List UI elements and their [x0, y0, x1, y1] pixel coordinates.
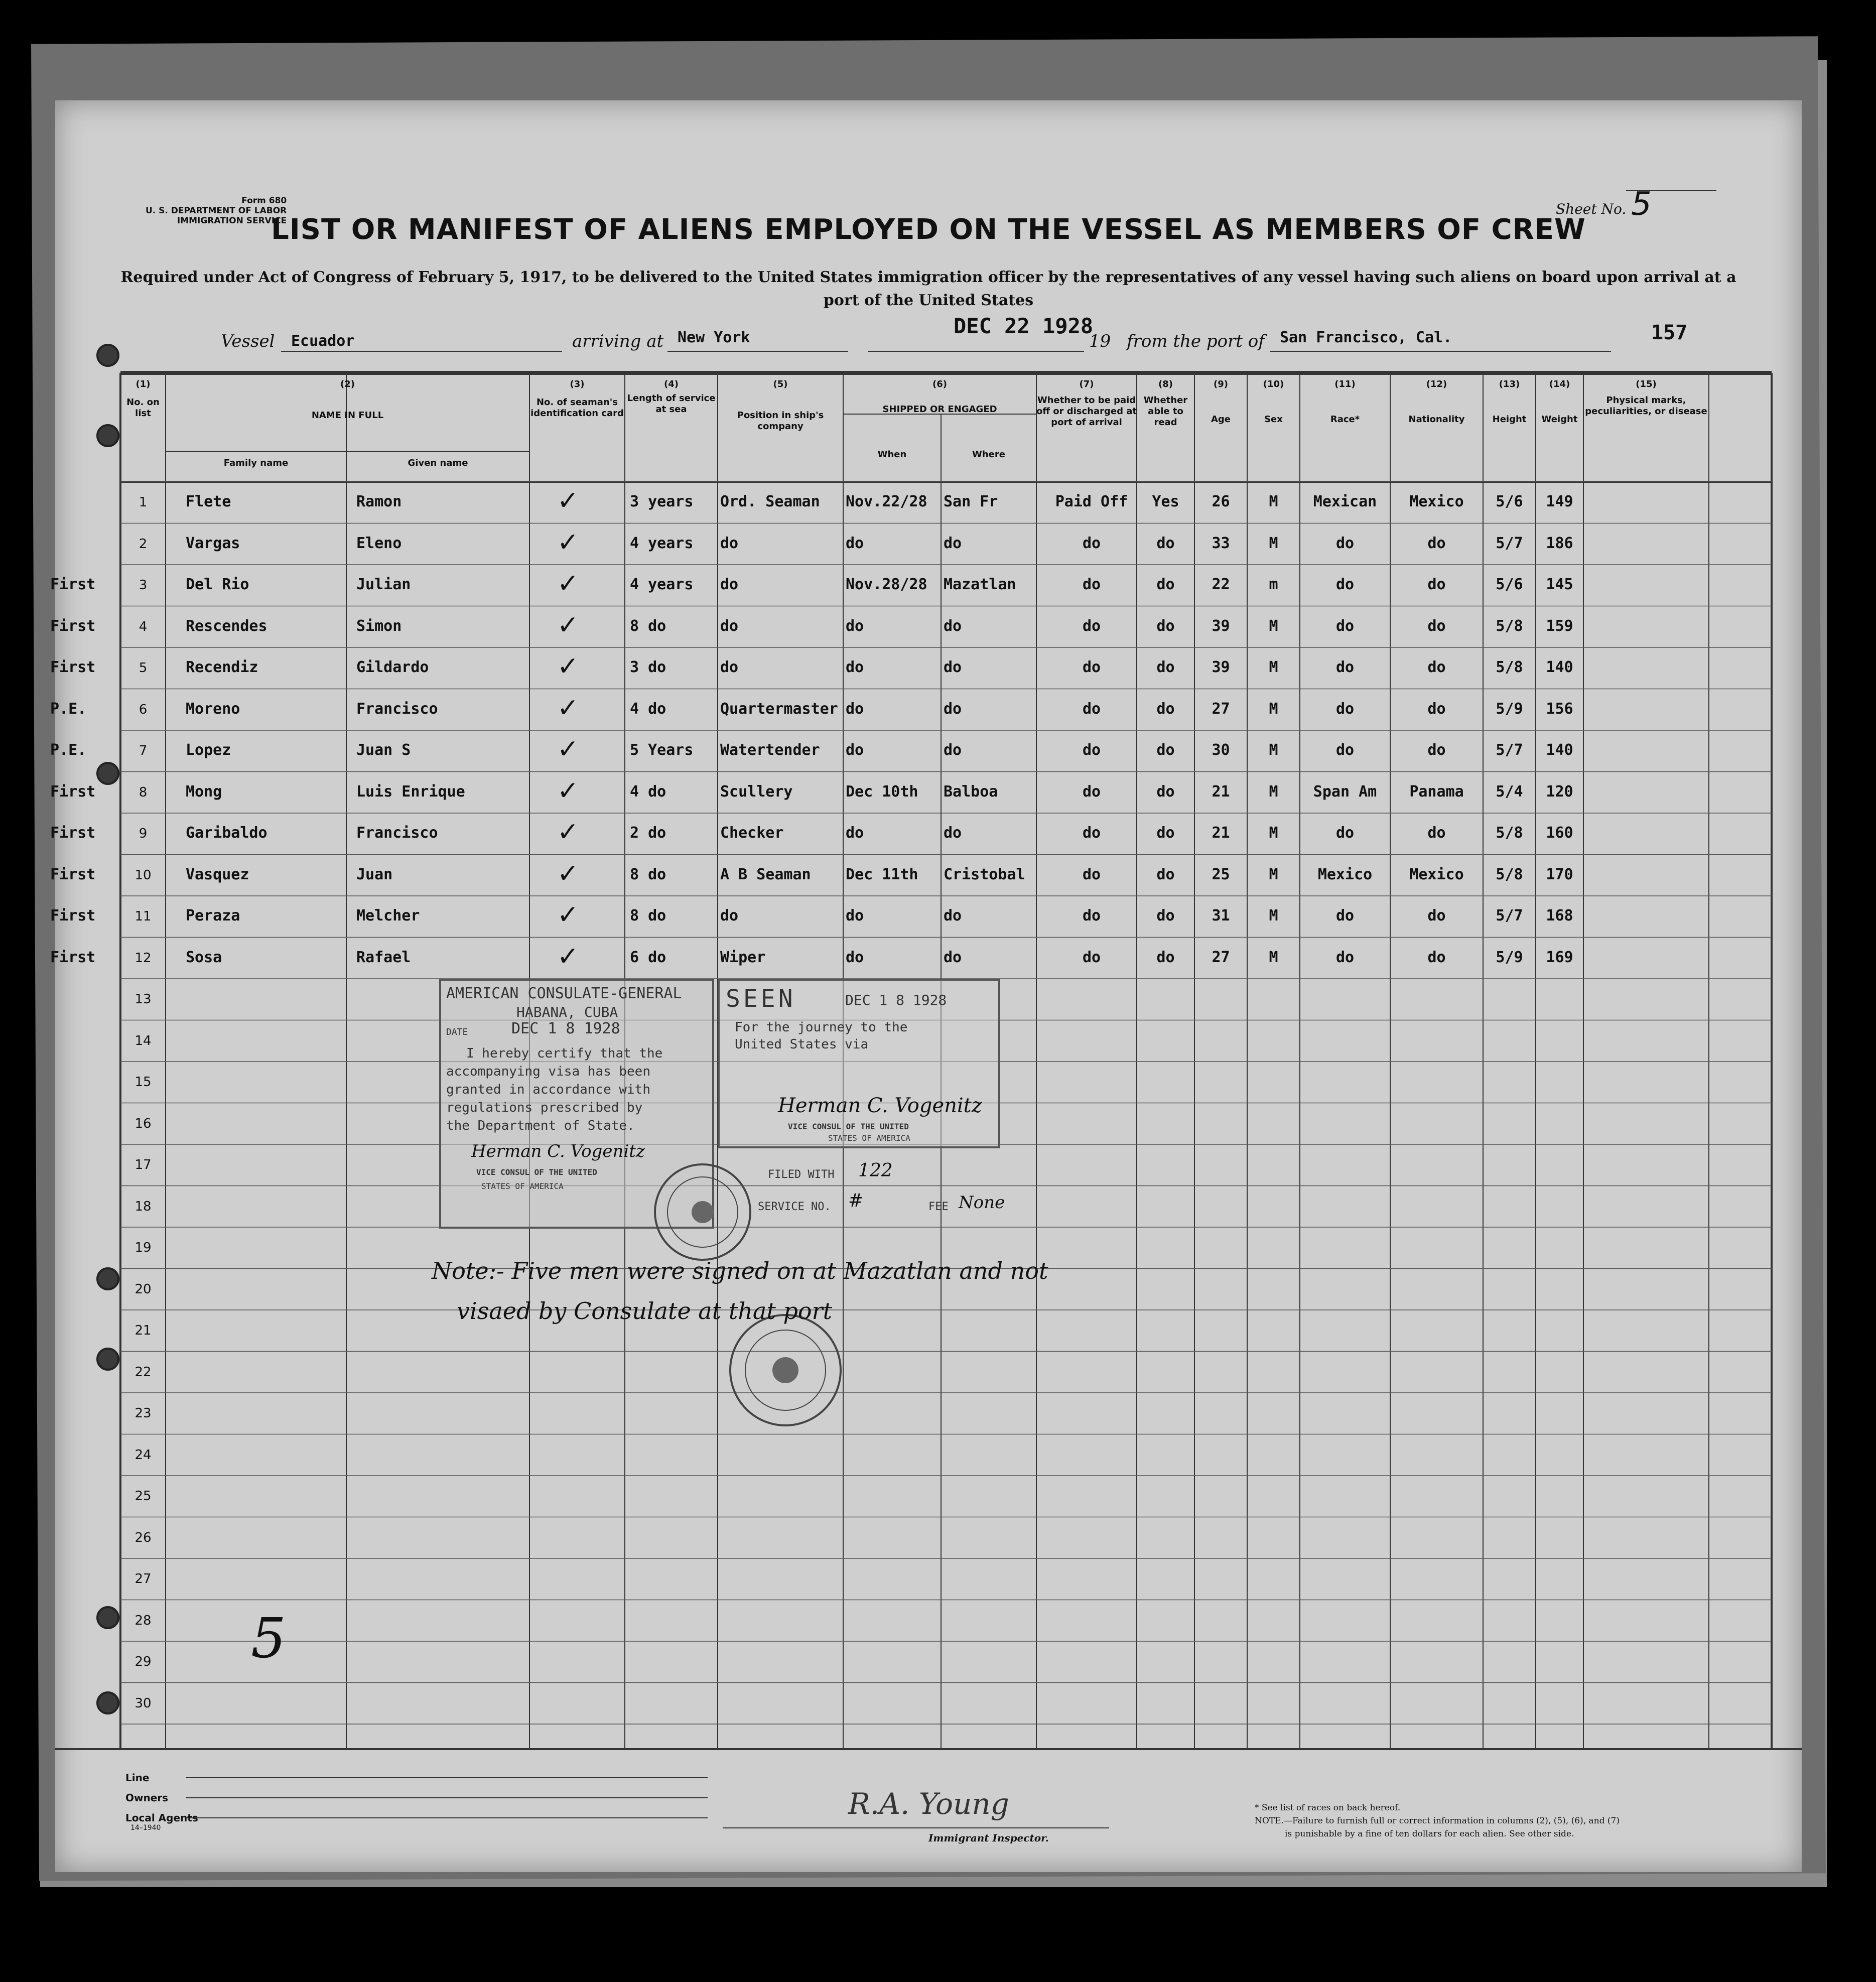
cell-family-name: Rescendes — [186, 617, 267, 635]
cell-shipped-when: do — [846, 948, 864, 966]
cell-nationality: Mexico — [1409, 493, 1464, 510]
cell-race: do — [1335, 824, 1355, 842]
col-header-given-name: Given name — [408, 458, 468, 468]
cell-shipped-where: Mazatlan — [944, 576, 1016, 593]
cell-length-of-service: 6 do — [630, 948, 666, 966]
row-number: 16 — [135, 1116, 152, 1131]
cell-paid-off: do — [1082, 907, 1101, 924]
owners-label: Owners — [125, 1792, 169, 1804]
cell-given-name: Ramon — [356, 493, 402, 510]
form-number: Form 680 — [241, 196, 287, 206]
cell-shipped-when: Dec 10th — [846, 782, 918, 801]
cell-paid-off: do — [1082, 824, 1101, 842]
cell-able-to-read: Yes — [1152, 493, 1179, 510]
cell-shipped-when: do — [846, 534, 864, 552]
col-header-position: (5) Position in ship's company — [737, 379, 824, 432]
cell-able-to-read: do — [1156, 741, 1175, 759]
cell-sex: M — [1269, 700, 1278, 718]
cell-nationality: do — [1427, 534, 1446, 552]
cell-list-no: 6 — [139, 702, 148, 717]
cell-list-no: 3 — [139, 578, 148, 593]
cell-shipped-where: do — [944, 824, 962, 842]
cell-race: Span Am — [1313, 782, 1377, 801]
col-header-paid-off: (7) Whether to be paid off or discharged at port of arrival — [1036, 379, 1137, 428]
handwritten-note-line1: Note:- Five men were signed on at Mazatlan and not — [432, 1257, 1048, 1284]
page-number: 157 — [1651, 321, 1688, 344]
cell-paid-off: do — [1082, 700, 1101, 718]
cell-length-of-service: 2 do — [630, 824, 666, 842]
row-number: 14 — [135, 1033, 152, 1048]
cell-height: 5/9 — [1496, 948, 1523, 966]
cell-height: 5/7 — [1496, 741, 1523, 759]
row-margin-note: First — [50, 782, 96, 801]
vice-consul-title: VICE CONSUL OF THE UNITED — [788, 1122, 909, 1131]
cell-id-card-check: ✓ — [557, 817, 579, 847]
inspector-signature: R.A. Young — [848, 1787, 1009, 1821]
service-no-label: SERVICE NO. — [758, 1201, 831, 1213]
cell-nationality: Mexico — [1409, 865, 1464, 883]
row-number: 15 — [135, 1075, 152, 1090]
cell-age: 25 — [1212, 865, 1230, 883]
cell-family-name: Recendiz — [186, 658, 258, 676]
cell-list-no: 2 — [139, 536, 148, 552]
row-margin-note: First — [50, 658, 96, 676]
cell-length-of-service: 4 years — [630, 576, 694, 593]
cell-age: 21 — [1212, 782, 1230, 801]
filed-with-value: 122 — [858, 1160, 893, 1181]
col-header-race: (11) Race* — [1330, 379, 1360, 425]
cell-shipped-when: do — [846, 824, 864, 842]
cell-nationality: do — [1427, 907, 1446, 924]
row-margin-note: P.E. — [50, 700, 87, 718]
cell-height: 5/9 — [1496, 700, 1523, 718]
row-margin-note: First — [50, 824, 96, 842]
cell-height: 5/7 — [1496, 907, 1523, 924]
cell-race: do — [1335, 700, 1355, 718]
cell-nationality: Panama — [1409, 782, 1464, 801]
vessel-name: Ecuador — [291, 332, 355, 350]
cell-shipped-when: Dec 11th — [846, 865, 918, 883]
cell-race: do — [1335, 741, 1355, 759]
departure-port: San Francisco, Cal. — [1280, 329, 1452, 346]
cell-race: Mexican — [1313, 493, 1377, 510]
cell-nationality: do — [1427, 741, 1446, 759]
cell-position: do — [720, 907, 739, 924]
cell-id-card-check: ✓ — [557, 858, 579, 889]
cell-paid-off: do — [1082, 658, 1101, 676]
cell-able-to-read: do — [1156, 782, 1175, 801]
cell-shipped-where: San Fr — [944, 493, 998, 510]
cell-shipped-when: Nov.22/28 — [846, 493, 927, 510]
cell-position: do — [720, 534, 739, 552]
cell-id-card-check: ✓ — [557, 527, 579, 558]
cell-paid-off: do — [1082, 576, 1101, 593]
cell-height: 5/6 — [1496, 493, 1523, 510]
vessel-label: Vessel — [221, 331, 275, 351]
cell-id-card-check: ✓ — [557, 734, 579, 764]
cell-given-name: Francisco — [356, 824, 438, 842]
row-number: 13 — [135, 992, 152, 1007]
cell-family-name: Sosa — [186, 948, 222, 966]
cell-race: Mexico — [1317, 865, 1373, 883]
cell-paid-off: do — [1082, 865, 1101, 883]
row-number: 23 — [135, 1406, 152, 1421]
cell-position: Checker — [720, 824, 784, 842]
cell-sex: M — [1269, 824, 1278, 842]
row-number: 29 — [135, 1654, 152, 1669]
cell-sex: M — [1269, 907, 1278, 924]
page-subtitle: Required under Act of Congress of February 5, 1917, to be delivered to the United States immigration officer by the representatives of any vessel having such aliens on board upon arrival at a port of the United States — [120, 269, 1736, 309]
cell-height: 5/8 — [1496, 658, 1523, 676]
row-margin-note: First — [50, 907, 96, 924]
cell-sex: m — [1269, 576, 1278, 593]
cell-shipped-where: do — [944, 948, 962, 966]
cell-age: 39 — [1212, 658, 1230, 676]
cell-height: 5/7 — [1496, 534, 1523, 552]
year-label: 19 — [1089, 331, 1111, 351]
cell-weight: 120 — [1546, 782, 1573, 801]
col-header-physical-marks: (15) Physical marks, peculiarities, or disease — [1585, 379, 1707, 417]
cell-height: 5/6 — [1496, 576, 1523, 593]
col-header-name: (2) NAME IN FULL — [311, 379, 384, 421]
filed-with-label: FILED WITH — [768, 1168, 835, 1181]
cell-list-no: 4 — [139, 619, 148, 634]
arrival-port: New York — [678, 329, 750, 346]
col-header-where: Where — [972, 449, 1005, 460]
cell-position: Watertender — [720, 741, 820, 759]
cell-paid-off: do — [1082, 534, 1101, 552]
cell-given-name: Gildardo — [356, 658, 429, 676]
cell-nationality: do — [1427, 617, 1446, 635]
cell-nationality: do — [1427, 700, 1446, 718]
cell-position: do — [720, 576, 739, 593]
footnote-races: * See list of races on back hereof. — [1255, 1803, 1401, 1813]
cell-sex: M — [1269, 865, 1278, 883]
cell-weight: 149 — [1546, 493, 1573, 510]
row-number: 17 — [135, 1157, 152, 1172]
cell-family-name: Vargas — [186, 534, 240, 552]
cell-shipped-where: do — [944, 741, 962, 759]
fee-label: FEE — [928, 1201, 949, 1213]
cell-id-card-check: ✓ — [557, 941, 579, 972]
cell-given-name: Eleno — [356, 534, 402, 552]
cell-able-to-read: do — [1156, 865, 1175, 883]
row-number: 24 — [135, 1447, 152, 1463]
cell-nationality: do — [1427, 658, 1446, 676]
cell-length-of-service: 3 years — [630, 493, 694, 510]
cell-length-of-service: 3 do — [630, 658, 666, 676]
cell-id-card-check: ✓ — [557, 651, 579, 682]
cell-height: 5/8 — [1496, 865, 1523, 883]
cell-weight: 156 — [1546, 700, 1573, 718]
cell-family-name: Del Rio — [186, 576, 249, 593]
cell-race: do — [1335, 658, 1355, 676]
cell-family-name: Mong — [186, 782, 222, 801]
cell-sex: M — [1269, 658, 1278, 676]
cell-age: 39 — [1212, 617, 1230, 635]
cell-position: do — [720, 617, 739, 635]
cell-list-no: 5 — [139, 660, 148, 676]
arriving-label: arriving at — [572, 331, 664, 351]
cell-age: 22 — [1212, 576, 1230, 593]
cell-shipped-where: Cristobal — [944, 865, 1025, 883]
cell-length-of-service: 5 Years — [630, 741, 694, 759]
cell-sex: M — [1269, 741, 1278, 759]
col-header-nationality: (12) Nationality — [1408, 379, 1465, 425]
cell-race: do — [1335, 576, 1355, 593]
cell-shipped-where: Balboa — [944, 782, 998, 801]
footnote-penalty: NOTE.—Failure to furnish full or correct information in columns (2), (5), (6), and (7) — [1255, 1816, 1620, 1826]
cell-height: 5/8 — [1496, 824, 1523, 842]
cell-shipped-when: do — [846, 700, 864, 718]
cell-weight: 140 — [1546, 741, 1573, 759]
cell-given-name: Luis Enrique — [356, 782, 465, 801]
col-header-height: (13) Height — [1492, 379, 1527, 425]
cell-given-name: Juan S — [356, 741, 411, 759]
cell-height: 5/8 — [1496, 617, 1523, 635]
cell-id-card-check: ✓ — [557, 900, 579, 930]
col-header-id-card: (3) No. of seaman's identification card — [530, 379, 624, 419]
cell-able-to-read: do — [1156, 948, 1175, 966]
row-number: 25 — [135, 1489, 152, 1504]
cell-given-name: Rafael — [356, 948, 411, 966]
row-number: 20 — [135, 1281, 152, 1297]
sheet-number: 5 — [1631, 186, 1652, 223]
cell-race: do — [1335, 617, 1355, 635]
cell-paid-off: do — [1082, 948, 1101, 966]
row-number: 27 — [135, 1571, 152, 1587]
cell-nationality: do — [1427, 948, 1446, 966]
cell-weight: 168 — [1546, 907, 1573, 924]
cell-nationality: do — [1427, 824, 1446, 842]
cell-given-name: Melcher — [356, 907, 420, 924]
manifest-sheet — [50, 100, 1802, 1872]
line-label: Line — [125, 1772, 150, 1784]
cell-shipped-when: do — [846, 741, 864, 759]
cell-position: Wiper — [720, 948, 766, 966]
local-agents-label: Local Agents — [125, 1812, 198, 1824]
cell-weight: 140 — [1546, 658, 1573, 676]
row-number: 26 — [135, 1530, 152, 1545]
cell-paid-off: do — [1082, 617, 1101, 635]
footnote-penalty-cont: is punishable by a fine of ten dollars for each alien. See other side. — [1285, 1829, 1574, 1839]
cell-weight: 186 — [1546, 534, 1573, 552]
consulate-stamp: AMERICAN CONSULATE-GENERAL HABANA, CUBA DATE DEC 1 8 1928 I hereby certify that the accompanying visa has been granted in accordance with regulations prescribed by the Department of State. Herman C. Vogenitz VICE CONSUL OF THE UNITED STATES OF AMERICA — [439, 979, 714, 1229]
cell-list-no: 8 — [139, 784, 148, 800]
cell-id-card-check: ✓ — [557, 486, 579, 516]
cell-position: do — [720, 658, 739, 676]
cell-height: 5/4 — [1496, 782, 1523, 801]
cell-list-no: 7 — [139, 743, 148, 758]
cell-given-name: Simon — [356, 617, 402, 635]
cell-position: A B Seaman — [720, 865, 811, 883]
row-number: 21 — [135, 1323, 152, 1338]
cell-age: 21 — [1212, 824, 1230, 842]
cell-age: 33 — [1212, 534, 1230, 552]
col-header-weight: (14) Weight — [1541, 379, 1578, 425]
cell-race: do — [1335, 907, 1355, 924]
cell-shipped-where: do — [944, 534, 962, 552]
cell-length-of-service: 8 do — [630, 907, 666, 924]
cell-paid-off: do — [1082, 741, 1101, 759]
cell-shipped-where: do — [944, 700, 962, 718]
department: U. S. DEPARTMENT OF LABOR — [146, 206, 287, 216]
seen-stamp: SEEN DEC 1 8 1928 For the journey to the United States via — [718, 979, 1000, 1148]
cell-list-no: 9 — [139, 826, 148, 841]
col-header-read: (8) Whether able to read — [1143, 379, 1188, 428]
cell-shipped-when: do — [846, 617, 864, 635]
cell-list-no: 12 — [135, 950, 152, 966]
cell-id-card-check: ✓ — [557, 693, 579, 723]
handwritten-note-line2: visaed by Consulate at that port — [457, 1297, 833, 1325]
cell-paid-off: Paid Off — [1055, 493, 1128, 510]
cell-given-name: Juan — [356, 865, 393, 883]
cell-age: 31 — [1212, 907, 1230, 924]
col-header-length-service: (4) Length of service at sea — [627, 379, 716, 415]
cell-able-to-read: do — [1156, 700, 1175, 718]
cell-length-of-service: 8 do — [630, 617, 666, 635]
cell-age: 26 — [1212, 493, 1230, 510]
cell-able-to-read: do — [1156, 824, 1175, 842]
cell-length-of-service: 4 do — [630, 700, 666, 718]
col-header-when: When — [877, 449, 907, 460]
col-header-shipped: (6) SHIPPED OR ENGAGED — [882, 379, 997, 415]
cell-id-card-check: ✓ — [557, 569, 579, 599]
sheet-number-label: Sheet No. — [1556, 201, 1627, 217]
row-number: 18 — [135, 1199, 152, 1214]
col-header-family-name: Family name — [223, 458, 289, 468]
row-margin-note: First — [50, 865, 96, 883]
cell-sex: M — [1269, 617, 1278, 635]
cell-able-to-read: do — [1156, 658, 1175, 676]
inspector-label: Immigrant Inspector. — [928, 1832, 1049, 1844]
from-port-label: from the port of — [1127, 331, 1265, 351]
cell-weight: 159 — [1546, 617, 1573, 635]
cell-sex: M — [1269, 782, 1278, 801]
cell-shipped-where: do — [944, 617, 962, 635]
service-name: IMMIGRATION SERVICE — [177, 216, 287, 226]
cell-list-no: 11 — [135, 909, 152, 924]
arrival-date-stamp: DEC 22 1928 — [954, 314, 1094, 338]
consul-signature: Herman C. Vogenitz — [471, 1141, 645, 1161]
service-no-value: # — [848, 1191, 864, 1211]
cell-weight: 145 — [1546, 576, 1573, 593]
fee-value: None — [959, 1193, 1005, 1213]
cell-paid-off: do — [1082, 782, 1101, 801]
cell-family-name: Lopez — [186, 741, 231, 759]
cell-weight: 160 — [1546, 824, 1573, 842]
row-number: 19 — [135, 1240, 152, 1255]
cell-family-name: Garibaldo — [186, 824, 267, 842]
cell-sex: M — [1269, 534, 1278, 552]
col-header-sex: (10) Sex — [1263, 379, 1284, 425]
col-header-age: (9) Age — [1211, 379, 1231, 425]
cell-shipped-when: Nov.28/28 — [846, 576, 927, 593]
row-number: 22 — [135, 1364, 152, 1380]
cell-age: 30 — [1212, 741, 1230, 759]
page-title: LIST OR MANIFEST OF ALIENS EMPLOYED ON THE VESSEL AS MEMBERS OF CREW — [271, 213, 1586, 246]
cell-able-to-read: do — [1156, 617, 1175, 635]
cell-nationality: do — [1427, 576, 1446, 593]
cell-able-to-read: do — [1156, 534, 1175, 552]
cell-position: Ord. Seaman — [720, 493, 820, 510]
cell-shipped-where: do — [944, 907, 962, 924]
cell-position: Scullery — [720, 782, 793, 801]
cell-age: 27 — [1212, 700, 1230, 718]
cell-length-of-service: 4 do — [630, 782, 666, 801]
cell-id-card-check: ✓ — [557, 775, 579, 806]
row-number: 28 — [135, 1613, 152, 1628]
row-margin-note: P.E. — [50, 741, 87, 759]
cell-family-name: Moreno — [186, 700, 240, 718]
cell-shipped-where: do — [944, 658, 962, 676]
col-header-list-no: (1) No. on list — [126, 379, 160, 419]
form-code: 14–1940 — [130, 1824, 161, 1832]
cell-length-of-service: 8 do — [630, 865, 666, 883]
vice-consul-signature: Herman C. Vogenitz — [778, 1094, 982, 1117]
cell-given-name: Francisco — [356, 700, 438, 718]
row-number: 30 — [135, 1695, 152, 1711]
cell-given-name: Julian — [356, 576, 411, 593]
cell-family-name: Flete — [186, 493, 231, 510]
margin-number: 5 — [251, 1606, 286, 1670]
cell-length-of-service: 4 years — [630, 534, 694, 552]
cell-weight: 170 — [1546, 865, 1573, 883]
cell-shipped-when: do — [846, 907, 864, 924]
cell-list-no: 10 — [135, 867, 152, 883]
cell-id-card-check: ✓ — [557, 610, 579, 640]
cell-family-name: Peraza — [186, 907, 240, 924]
cell-family-name: Vasquez — [186, 865, 249, 883]
cell-sex: M — [1269, 493, 1278, 510]
cell-able-to-read: do — [1156, 907, 1175, 924]
row-margin-note: First — [50, 617, 96, 635]
cell-position: Quartermaster — [720, 700, 838, 718]
vice-consul-country: STATES OF AMERICA — [828, 1133, 910, 1143]
cell-sex: M — [1269, 948, 1278, 966]
cell-age: 27 — [1212, 948, 1230, 966]
cell-race: do — [1335, 534, 1355, 552]
cell-weight: 169 — [1546, 948, 1573, 966]
cell-list-no: 1 — [139, 495, 148, 510]
cell-able-to-read: do — [1156, 576, 1175, 593]
row-margin-note: First — [50, 576, 96, 593]
cell-race: do — [1335, 948, 1355, 966]
row-margin-note: First — [50, 948, 96, 966]
cell-shipped-when: do — [846, 658, 864, 676]
